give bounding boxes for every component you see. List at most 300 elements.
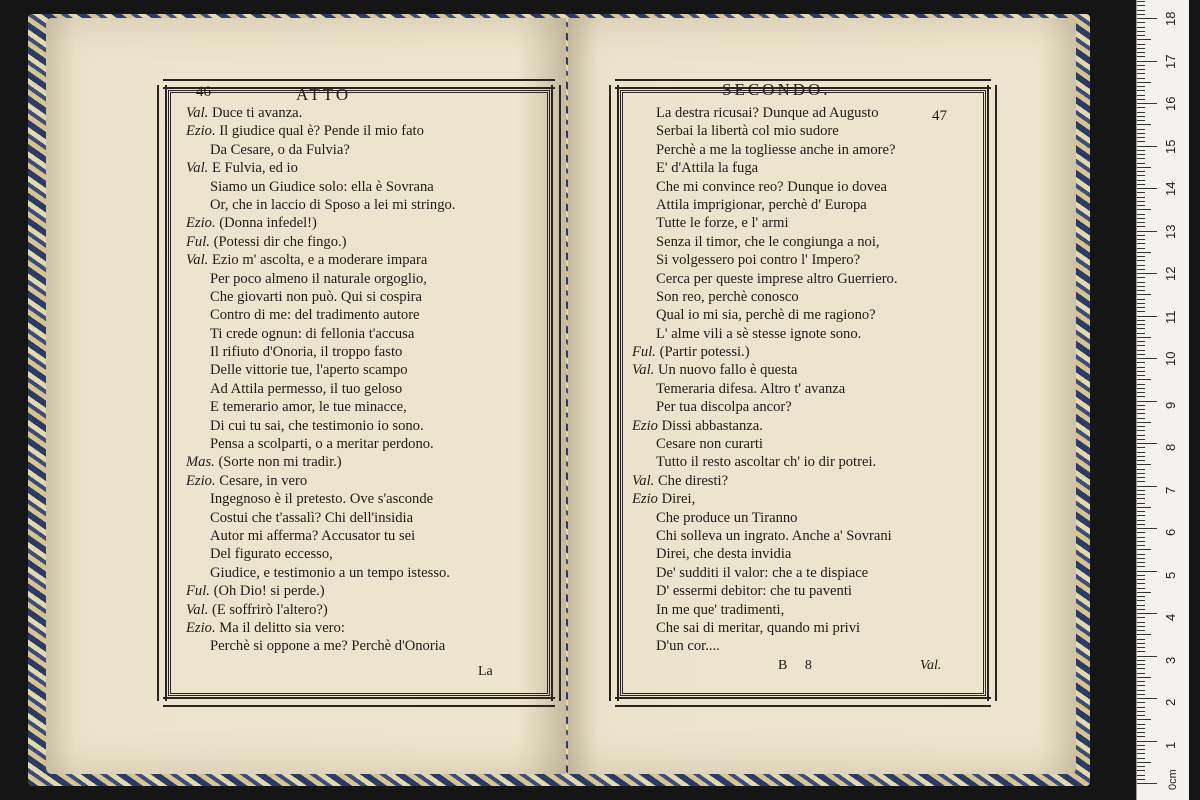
speaker-label: Ful. <box>632 344 660 361</box>
speaker-label: Ezio. <box>186 215 220 232</box>
ruler-tick <box>1137 575 1145 576</box>
ruler-tick <box>1137 316 1157 317</box>
right-text-line <box>632 343 898 361</box>
ruler-tick <box>1137 707 1145 708</box>
ruler-tick <box>1137 52 1145 53</box>
ruler-tick <box>1137 273 1157 274</box>
ruler-tick <box>1137 634 1151 635</box>
verse-text: Attila imprigionar, perchè d' Europa <box>656 196 867 213</box>
ruler-tick <box>1137 558 1145 559</box>
verse-text: Che produce un Tiranno <box>656 509 798 526</box>
left-text-line <box>186 251 455 269</box>
ruler-tick <box>1137 252 1151 253</box>
verse-text: Qual io mi sia, perchè di me ragiono? <box>656 307 876 324</box>
ruler-tick <box>1137 626 1145 627</box>
speaker-label: Ful. <box>186 583 214 600</box>
ruler-tick <box>1137 188 1157 189</box>
ruler-tick <box>1137 116 1145 117</box>
ruler-tick <box>1137 605 1145 606</box>
ruler-tick <box>1137 120 1145 121</box>
right-text-line <box>632 527 898 545</box>
right-text-line <box>632 288 898 306</box>
ruler-tick <box>1137 698 1157 699</box>
ruler-unit-label: 0cm <box>1167 769 1179 790</box>
ruler-tick <box>1137 248 1145 249</box>
right-text-line <box>632 417 898 435</box>
ruler-tick <box>1137 90 1145 91</box>
ruler-tick <box>1137 515 1145 516</box>
ruler-tick <box>1137 481 1145 482</box>
verse-text: Per poco almeno il naturale orgoglio, <box>210 270 427 287</box>
speaker-label: Ezio. <box>186 619 220 636</box>
ruler-tick <box>1137 150 1145 151</box>
left-text-line <box>186 398 455 416</box>
verse-text: (Potessi dir che fingo.) <box>213 233 347 250</box>
ruler-tick <box>1137 694 1145 695</box>
left-text-line <box>186 472 455 490</box>
signature-letter: B <box>778 658 788 673</box>
ruler-tick <box>1137 256 1145 257</box>
ruler-tick <box>1137 86 1145 87</box>
ruler-tick <box>1137 205 1145 206</box>
ruler-tick <box>1137 583 1145 584</box>
speaker-label: Ezio <box>632 491 662 508</box>
ruler-tick <box>1137 668 1145 669</box>
ruler-tick <box>1137 141 1145 142</box>
ruler-number: 9 <box>1163 401 1178 409</box>
ruler-tick <box>1137 239 1145 240</box>
verse-text: Ingegnoso è il pretesto. Ove s'asconde <box>210 491 434 508</box>
ruler-tick <box>1137 520 1145 521</box>
right-text-line <box>632 435 898 453</box>
right-text-line <box>632 619 898 637</box>
ruler-number: 14 <box>1163 181 1178 196</box>
ruler-tick <box>1137 158 1145 159</box>
ruler-tick <box>1137 35 1145 36</box>
ruler-tick <box>1137 639 1145 640</box>
signature-mark <box>778 658 812 674</box>
right-text-line <box>632 490 898 508</box>
ruler-tick <box>1137 609 1145 610</box>
ruler-tick <box>1137 435 1145 436</box>
ruler-tick <box>1137 337 1151 338</box>
ruler-tick <box>1137 651 1145 652</box>
verse-text: E' d'Attila la fuga <box>656 160 759 177</box>
ruler-tick <box>1137 10 1145 11</box>
ruler-tick <box>1137 677 1151 678</box>
verse-text: Perchè a me la togliesse anche in amore? <box>656 141 896 158</box>
ruler-tick <box>1137 282 1145 283</box>
ruler-tick <box>1137 690 1145 691</box>
left-catchword: La <box>478 664 493 679</box>
ruler-tick <box>1137 749 1145 750</box>
verse-text: Il giudice qual è? Pende il mio fato <box>219 123 424 140</box>
ruler-tick <box>1137 430 1145 431</box>
left-text-line <box>186 509 455 527</box>
ruler-tick <box>1137 447 1145 448</box>
verse-text: Che sai di meritar, quando mi privi <box>656 619 861 636</box>
ruler-number: 15 <box>1163 139 1178 154</box>
verse-text: D' essermi debitor: che tu paventi <box>656 583 852 600</box>
ruler-tick <box>1137 745 1145 746</box>
verse-text: Un nuovo fallo è questa <box>657 362 798 379</box>
verse-text: Tutto il resto ascoltar ch' io dir potrei. <box>656 454 877 471</box>
right-text-line <box>632 233 898 251</box>
ruler-tick <box>1137 439 1145 440</box>
ruler-tick <box>1137 392 1145 393</box>
ruler-number: 4 <box>1163 613 1178 621</box>
ruler-tick <box>1137 766 1145 767</box>
verse-text: Ti crede ognun: di fellonia t'accusa <box>210 325 415 342</box>
ruler-number: 16 <box>1163 96 1178 111</box>
left-text-line <box>186 159 455 177</box>
verse-text: Di cui tu sai, che testimonio io sono. <box>210 417 424 434</box>
ruler-tick <box>1137 724 1145 725</box>
right-text-line <box>632 509 898 527</box>
right-text-line <box>632 361 898 379</box>
right-page-text <box>632 104 898 656</box>
ruler-tick <box>1137 511 1145 512</box>
ruler-tick <box>1137 231 1157 232</box>
right-text-line <box>632 472 898 490</box>
verse-text: Cesare non curarti <box>656 436 763 453</box>
ruler-tick <box>1137 460 1145 461</box>
ruler-tick <box>1137 107 1145 108</box>
ruler-number: 12 <box>1163 266 1178 281</box>
ruler-tick <box>1137 664 1145 665</box>
verse-text: De' sudditi il valor: che a te dispiace <box>656 564 869 581</box>
speaker-label: Val. <box>186 160 212 177</box>
left-text-line <box>186 104 455 122</box>
verse-text: (Oh Dio! si perde.) <box>213 583 325 600</box>
ruler-tick <box>1137 409 1145 410</box>
speaker-label: Ezio. <box>186 123 220 140</box>
ruler-tick <box>1137 758 1145 759</box>
ruler-number: 5 <box>1163 571 1178 579</box>
verse-text: Ezio m' ascolta, e a moderare impara <box>211 252 428 269</box>
right-text-line <box>632 601 898 619</box>
ruler-tick <box>1137 358 1157 359</box>
ruler-tick <box>1137 307 1145 308</box>
ruler-number: 2 <box>1163 698 1178 706</box>
left-text-line <box>186 380 455 398</box>
ruler-tick <box>1137 783 1157 784</box>
verse-text: Duce ti avanza. <box>211 105 303 121</box>
verse-text: Direi, che desta invidia <box>656 546 792 563</box>
ruler-tick <box>1137 592 1151 593</box>
right-text-line <box>632 122 898 140</box>
ruler-tick <box>1137 333 1145 334</box>
ruler-tick <box>1137 702 1145 703</box>
ruler-number: 7 <box>1163 486 1178 494</box>
ruler-number: 13 <box>1163 224 1178 239</box>
verse-text: Per tua discolpa ancor? <box>656 399 792 416</box>
verse-text: Contro di me: del tradimento autore <box>210 307 420 324</box>
verse-text: D'un cor.... <box>656 638 720 655</box>
ruler-tick <box>1137 69 1145 70</box>
speaker-label: Val. <box>186 105 212 121</box>
left-text-line <box>186 325 455 343</box>
right-text-line <box>632 380 898 398</box>
ruler-tick <box>1137 490 1145 491</box>
left-text-line <box>186 343 455 361</box>
ruler-tick <box>1137 532 1145 533</box>
ruler-tick <box>1137 22 1145 23</box>
left-text-line <box>186 545 455 563</box>
verse-text: E temerario amor, le tue minacce, <box>210 399 407 416</box>
ruler-tick <box>1137 265 1145 266</box>
ruler-tick <box>1137 379 1151 380</box>
ruler-tick <box>1137 124 1151 125</box>
verse-text: Direi, <box>661 491 696 508</box>
ruler-tick <box>1137 214 1145 215</box>
ruler-tick <box>1137 299 1145 300</box>
verse-text: Da Cesare, o da Fulvia? <box>210 141 350 158</box>
verse-text: (Donna infedel!) <box>219 215 317 232</box>
ruler-tick <box>1137 741 1157 742</box>
ruler-tick <box>1137 5 1145 6</box>
verse-text: Che giovarti non può. Qui si cospira <box>210 288 422 305</box>
ruler-tick <box>1137 56 1145 57</box>
ruler-tick <box>1137 328 1145 329</box>
signature-number: 8 <box>804 658 812 673</box>
ruler-tick <box>1137 354 1145 355</box>
ruler-tick <box>1137 396 1145 397</box>
ruler-tick <box>1137 129 1145 130</box>
left-text-line <box>186 435 455 453</box>
ruler-number: 17 <box>1163 54 1178 69</box>
verse-text: Temeraria difesa. Altro t' avanza <box>656 380 846 397</box>
ruler-tick <box>1137 498 1145 499</box>
ruler-tick <box>1137 711 1145 712</box>
right-text-line <box>632 545 898 563</box>
ruler-tick <box>1137 78 1145 79</box>
ruler-tick <box>1137 630 1145 631</box>
speaker-label: Ful. <box>186 233 214 250</box>
ruler-tick <box>1137 222 1145 223</box>
ruler-tick <box>1137 324 1145 325</box>
right-running-head: SECONDO. <box>722 80 831 99</box>
ruler-tick <box>1137 146 1157 147</box>
verse-text: Dissi abbastanza. <box>661 417 763 434</box>
ruler-tick <box>1137 99 1145 100</box>
verse-text: Delle vittorie tue, l'aperto scampo <box>210 362 408 379</box>
ruler-tick <box>1137 367 1145 368</box>
left-page-number: 46 <box>196 84 211 100</box>
measurement-ruler <box>1136 0 1189 800</box>
ruler-tick <box>1137 112 1145 113</box>
speaker-label: Val. <box>632 472 658 489</box>
ruler-tick <box>1137 622 1145 623</box>
ruler-tick <box>1137 73 1145 74</box>
right-page <box>568 18 1076 774</box>
ruler-tick <box>1137 494 1145 495</box>
ruler-tick <box>1137 384 1145 385</box>
speaker-label: Val. <box>632 362 658 379</box>
left-text-line <box>186 637 455 655</box>
left-text-line <box>186 361 455 379</box>
ruler-tick <box>1137 290 1145 291</box>
ruler-tick <box>1137 486 1157 487</box>
ruler-tick <box>1137 566 1145 567</box>
ruler-number: 8 <box>1163 443 1178 451</box>
ruler-tick <box>1137 775 1145 776</box>
ruler-tick <box>1137 375 1145 376</box>
verse-text: (E soffrirò l'altero?) <box>211 601 328 618</box>
left-text-line <box>186 582 455 600</box>
ruler-tick <box>1137 180 1145 181</box>
ruler-tick <box>1137 719 1151 720</box>
left-text-line <box>186 417 455 435</box>
ruler-tick <box>1137 197 1145 198</box>
right-text-line <box>632 453 898 471</box>
verse-text: Del figurato eccesso, <box>210 546 333 563</box>
right-text-line <box>632 270 898 288</box>
ruler-tick <box>1137 388 1145 389</box>
ruler-tick <box>1137 762 1151 763</box>
ruler-tick <box>1137 418 1145 419</box>
left-running-head: ATTO <box>296 85 352 104</box>
right-page-number: 47 <box>932 108 947 124</box>
ruler-tick <box>1137 643 1145 644</box>
speaker-label: Ezio <box>632 417 662 434</box>
verse-text: La destra ricusai? Dunque ad Augusto <box>656 105 879 121</box>
ruler-tick <box>1137 163 1145 164</box>
ruler-tick <box>1137 311 1145 312</box>
ruler-tick <box>1137 303 1145 304</box>
ruler-tick <box>1137 235 1145 236</box>
left-text-line <box>186 233 455 251</box>
ruler-tick <box>1137 1 1145 2</box>
ruler-tick <box>1137 103 1157 104</box>
speaker-label: Mas. <box>186 454 219 471</box>
right-text-line <box>632 104 898 122</box>
ruler-tick <box>1137 362 1145 363</box>
ruler-tick <box>1137 341 1145 342</box>
ruler-tick <box>1137 405 1145 406</box>
ruler-tick <box>1137 613 1157 614</box>
verse-text: Che mi convince reo? Dunque io dovea <box>656 178 887 195</box>
ruler-tick <box>1137 685 1145 686</box>
left-text-line <box>186 196 455 214</box>
ruler-tick <box>1137 464 1151 465</box>
ruler-tick <box>1137 269 1145 270</box>
ruler-tick <box>1137 443 1157 444</box>
ruler-tick <box>1137 95 1145 96</box>
left-text-line <box>186 453 455 471</box>
ruler-tick <box>1137 192 1145 193</box>
ruler-tick <box>1137 260 1145 261</box>
ruler-tick <box>1137 736 1145 737</box>
ruler-tick <box>1137 286 1145 287</box>
right-text-line <box>632 325 898 343</box>
verse-text: Costui che t'assalì? Chi dell'insidia <box>210 509 414 526</box>
ruler-tick <box>1137 401 1157 402</box>
ruler-tick <box>1137 647 1145 648</box>
left-text-line <box>186 214 455 232</box>
ruler-tick <box>1137 660 1145 661</box>
ruler-tick <box>1137 82 1151 83</box>
ruler-tick <box>1137 209 1151 210</box>
right-text-line <box>632 251 898 269</box>
ruler-tick <box>1137 175 1145 176</box>
verse-text: Si volgessero poi contro l' Impero? <box>656 252 861 269</box>
left-page-text <box>186 104 455 656</box>
ruler-tick <box>1137 732 1145 733</box>
ruler-tick <box>1137 171 1145 172</box>
verse-text: Son reo, perchè conosco <box>656 288 799 305</box>
left-text-line <box>186 527 455 545</box>
verse-text: Serbai la libertà col mio sudore <box>656 123 839 140</box>
ruler-tick <box>1137 27 1145 28</box>
ruler-tick <box>1137 137 1145 138</box>
ruler-tick <box>1137 426 1145 427</box>
right-text-line <box>632 582 898 600</box>
ruler-tick <box>1137 779 1145 780</box>
ruler-tick <box>1137 48 1145 49</box>
right-text-line <box>632 159 898 177</box>
ruler-tick <box>1137 588 1145 589</box>
left-page <box>46 18 566 774</box>
verse-text: E Fulvia, ed io <box>211 160 298 177</box>
ruler-tick <box>1137 541 1145 542</box>
ruler-number: 6 <box>1163 528 1178 536</box>
ruler-tick <box>1137 715 1145 716</box>
ruler-tick <box>1137 371 1145 372</box>
left-text-line <box>186 619 455 637</box>
ruler-number: 18 <box>1163 11 1178 26</box>
right-text-line <box>632 637 898 655</box>
verse-text: Pensa a scolparti, o a meritar perdono. <box>210 436 434 453</box>
ruler-tick <box>1137 44 1145 45</box>
ruler-tick <box>1137 477 1145 478</box>
verse-text: Il rifiuto d'Onoria, il troppo fasto <box>210 344 403 361</box>
ruler-tick <box>1137 579 1145 580</box>
verse-text: Giudice, e testimonio a un tempo istesso. <box>210 564 450 581</box>
ruler-tick <box>1137 18 1157 19</box>
ruler-tick <box>1137 61 1157 62</box>
ruler-tick <box>1137 201 1145 202</box>
right-text-line <box>632 141 898 159</box>
left-text-line <box>186 601 455 619</box>
ruler-tick <box>1137 681 1145 682</box>
ruler-tick <box>1137 562 1145 563</box>
ruler-tick <box>1137 469 1145 470</box>
ruler-tick <box>1137 413 1145 414</box>
ruler-tick <box>1137 503 1145 504</box>
ruler-tick <box>1137 571 1157 572</box>
ruler-tick <box>1137 528 1157 529</box>
left-text-line <box>186 288 455 306</box>
ruler-tick <box>1137 545 1145 546</box>
ruler-tick <box>1137 753 1145 754</box>
verse-text: Cerca per queste imprese altro Guerriero. <box>656 270 898 287</box>
ruler-number: 11 <box>1163 310 1178 324</box>
verse-text: Senza il timor, che le congiunga a noi, <box>656 233 880 250</box>
ruler-tick <box>1137 320 1145 321</box>
left-text-line <box>186 141 455 159</box>
verse-text: In me que' tradimenti, <box>656 601 785 618</box>
verse-text: Tutte le forze, e l' armi <box>656 215 789 232</box>
verse-text: Chi solleva un ingrato. Anche a' Sovrani <box>656 527 892 544</box>
ruler-tick <box>1137 617 1145 618</box>
ruler-tick <box>1137 524 1145 525</box>
ruler-tick <box>1137 473 1145 474</box>
ruler-tick <box>1137 456 1145 457</box>
right-text-line <box>632 564 898 582</box>
ruler-tick <box>1137 507 1151 508</box>
verse-text: Cesare, in vero <box>219 472 308 489</box>
